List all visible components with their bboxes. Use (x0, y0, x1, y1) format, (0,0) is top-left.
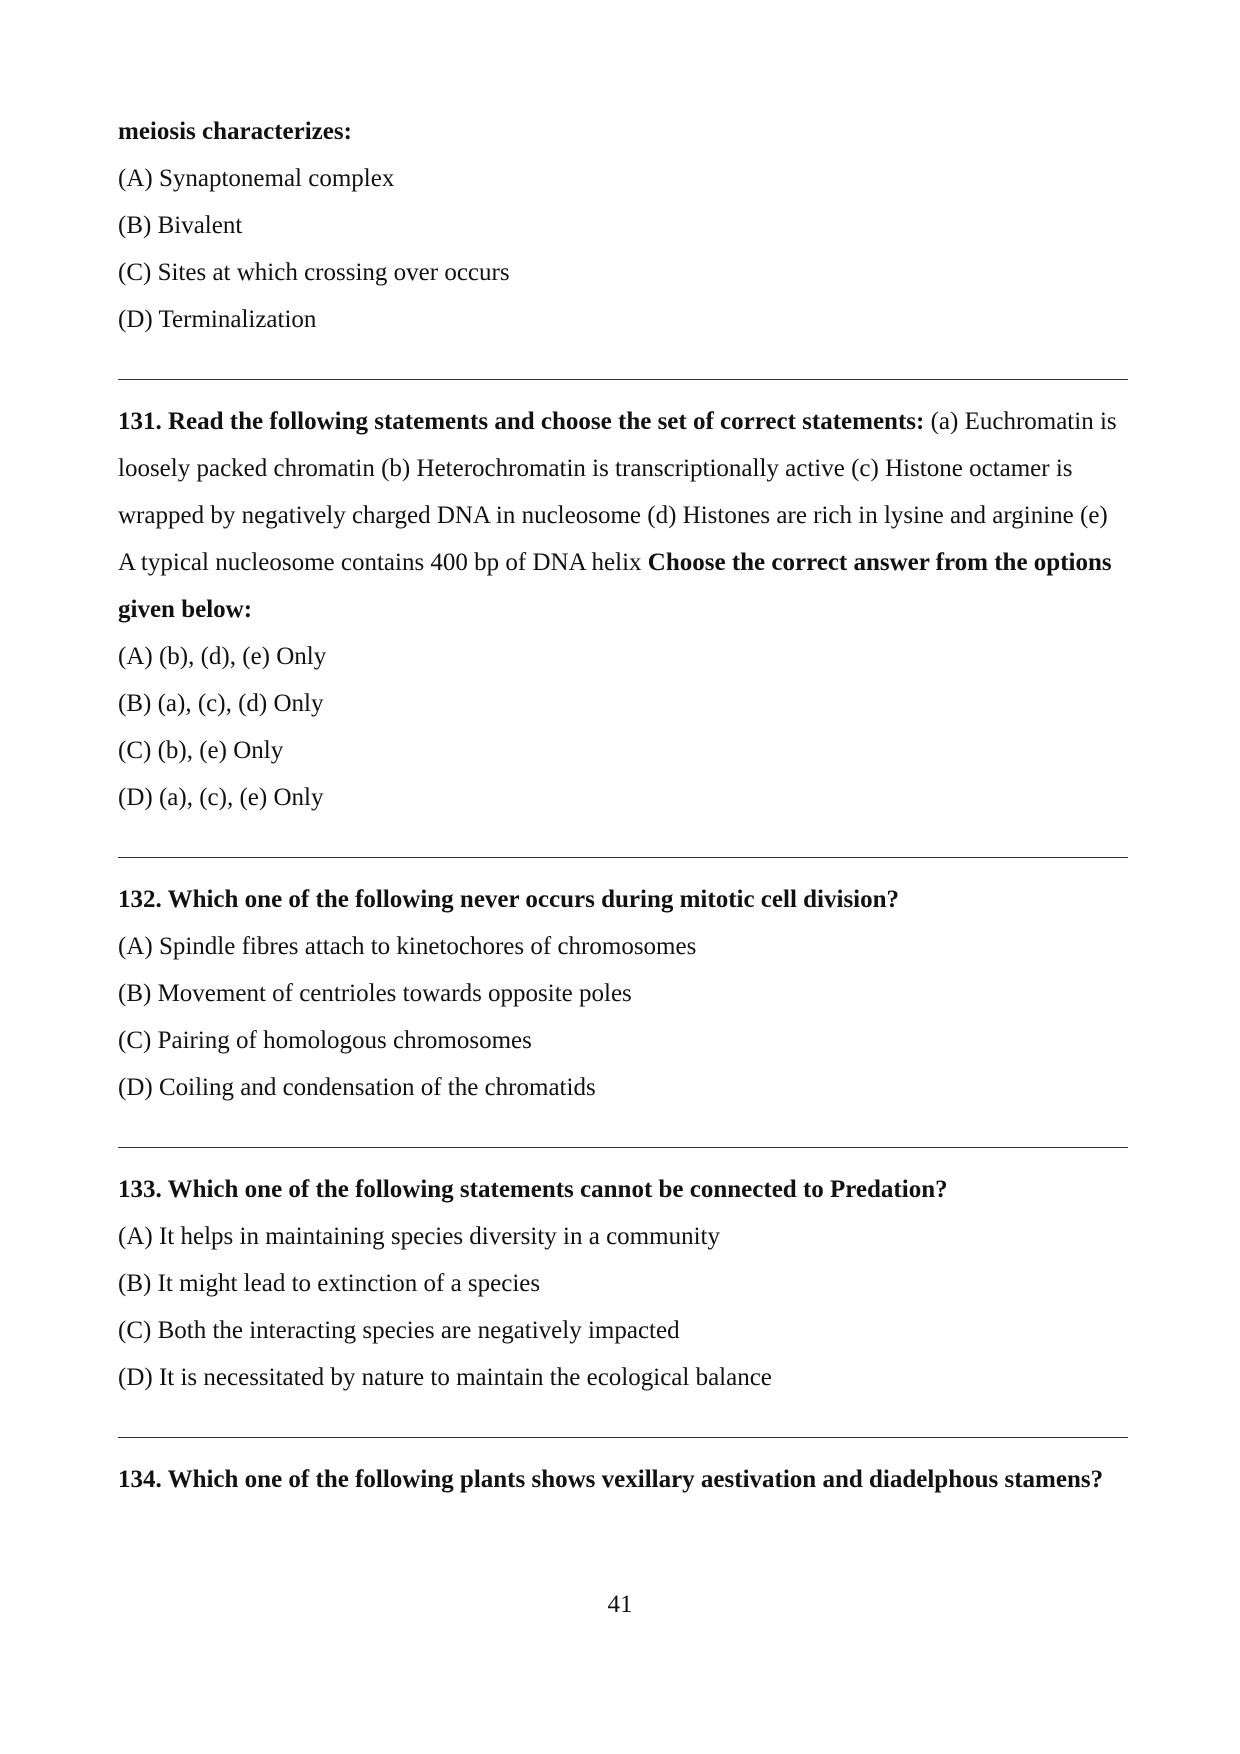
page-number: 41 (607, 1591, 633, 1618)
option-b: (B) Movement of centrioles towards opposite poles (118, 980, 632, 1007)
question-132 (118, 876, 1128, 1111)
question-stem-tail: meiosis characterizes: (118, 118, 352, 145)
question-number: 132. (118, 886, 162, 913)
option-d: (D) Terminalization (118, 306, 317, 333)
option-d: (D) (a), (c), (e) Only (118, 784, 324, 811)
question-132-stem (118, 876, 1128, 923)
option-c: (C) Sites at which crossing over occurs (118, 259, 510, 286)
question-133 (118, 1166, 1128, 1401)
question-130-continuation (118, 108, 1128, 343)
option-a: (A) (b), (d), (e) Only (118, 643, 327, 670)
question-text: Which one of the following plants shows vexillary aestivation and diadelphous stamens? (167, 1466, 1104, 1493)
question-instruction: Choose the correct answer from the options given below: (118, 549, 1112, 623)
question-number: 131. (118, 408, 162, 435)
option-b: (B) Bivalent (118, 212, 243, 239)
option-c: (C) (b), (e) Only (118, 737, 284, 764)
question-134-stem (118, 1456, 1128, 1503)
question-number: 134. (118, 1466, 162, 1493)
option-b: (B) It might lead to extinction of a species (118, 1270, 541, 1297)
question-133-stem (118, 1166, 1128, 1213)
option-d: (D) It is necessitated by nature to maintain the ecological balance (118, 1364, 772, 1391)
question-131 (118, 398, 1128, 821)
option-a: (A) Spindle fibres attach to kinetochores of chromosomes (118, 933, 697, 960)
question-text: Which one of the following never occurs during mitotic cell division? (167, 886, 900, 913)
option-a: (A) Synaptonemal complex (118, 165, 395, 192)
question-131-stem (118, 398, 1128, 633)
question-text: Which one of the following statements cannot be connected to Predation? (167, 1176, 948, 1203)
question-statements: (a) Euchromatin is loosely packed chromatin (b) Heterochromatin is transcriptionally active (c) Histone octamer is wrapped by negatively charged DNA in nucleosome (d) Histones are rich in lysine and arginine (e) A typical nucleosome contains 400 bp of DNA helix (118, 408, 1117, 576)
option-c: (C) Both the interacting species are negatively impacted (118, 1317, 680, 1344)
question-page (118, 108, 1128, 1503)
option-b: (B) (a), (c), (d) Only (118, 690, 324, 717)
option-d: (D) Coiling and condensation of the chromatids (118, 1074, 596, 1101)
option-c: (C) Pairing of homologous chromosomes (118, 1027, 532, 1054)
question-number: 133. (118, 1176, 162, 1203)
option-a: (A) It helps in maintaining species diversity in a community (118, 1223, 720, 1250)
question-lead: Read the following statements and choose the set of correct statements: (168, 408, 925, 435)
question-134 (118, 1456, 1128, 1503)
